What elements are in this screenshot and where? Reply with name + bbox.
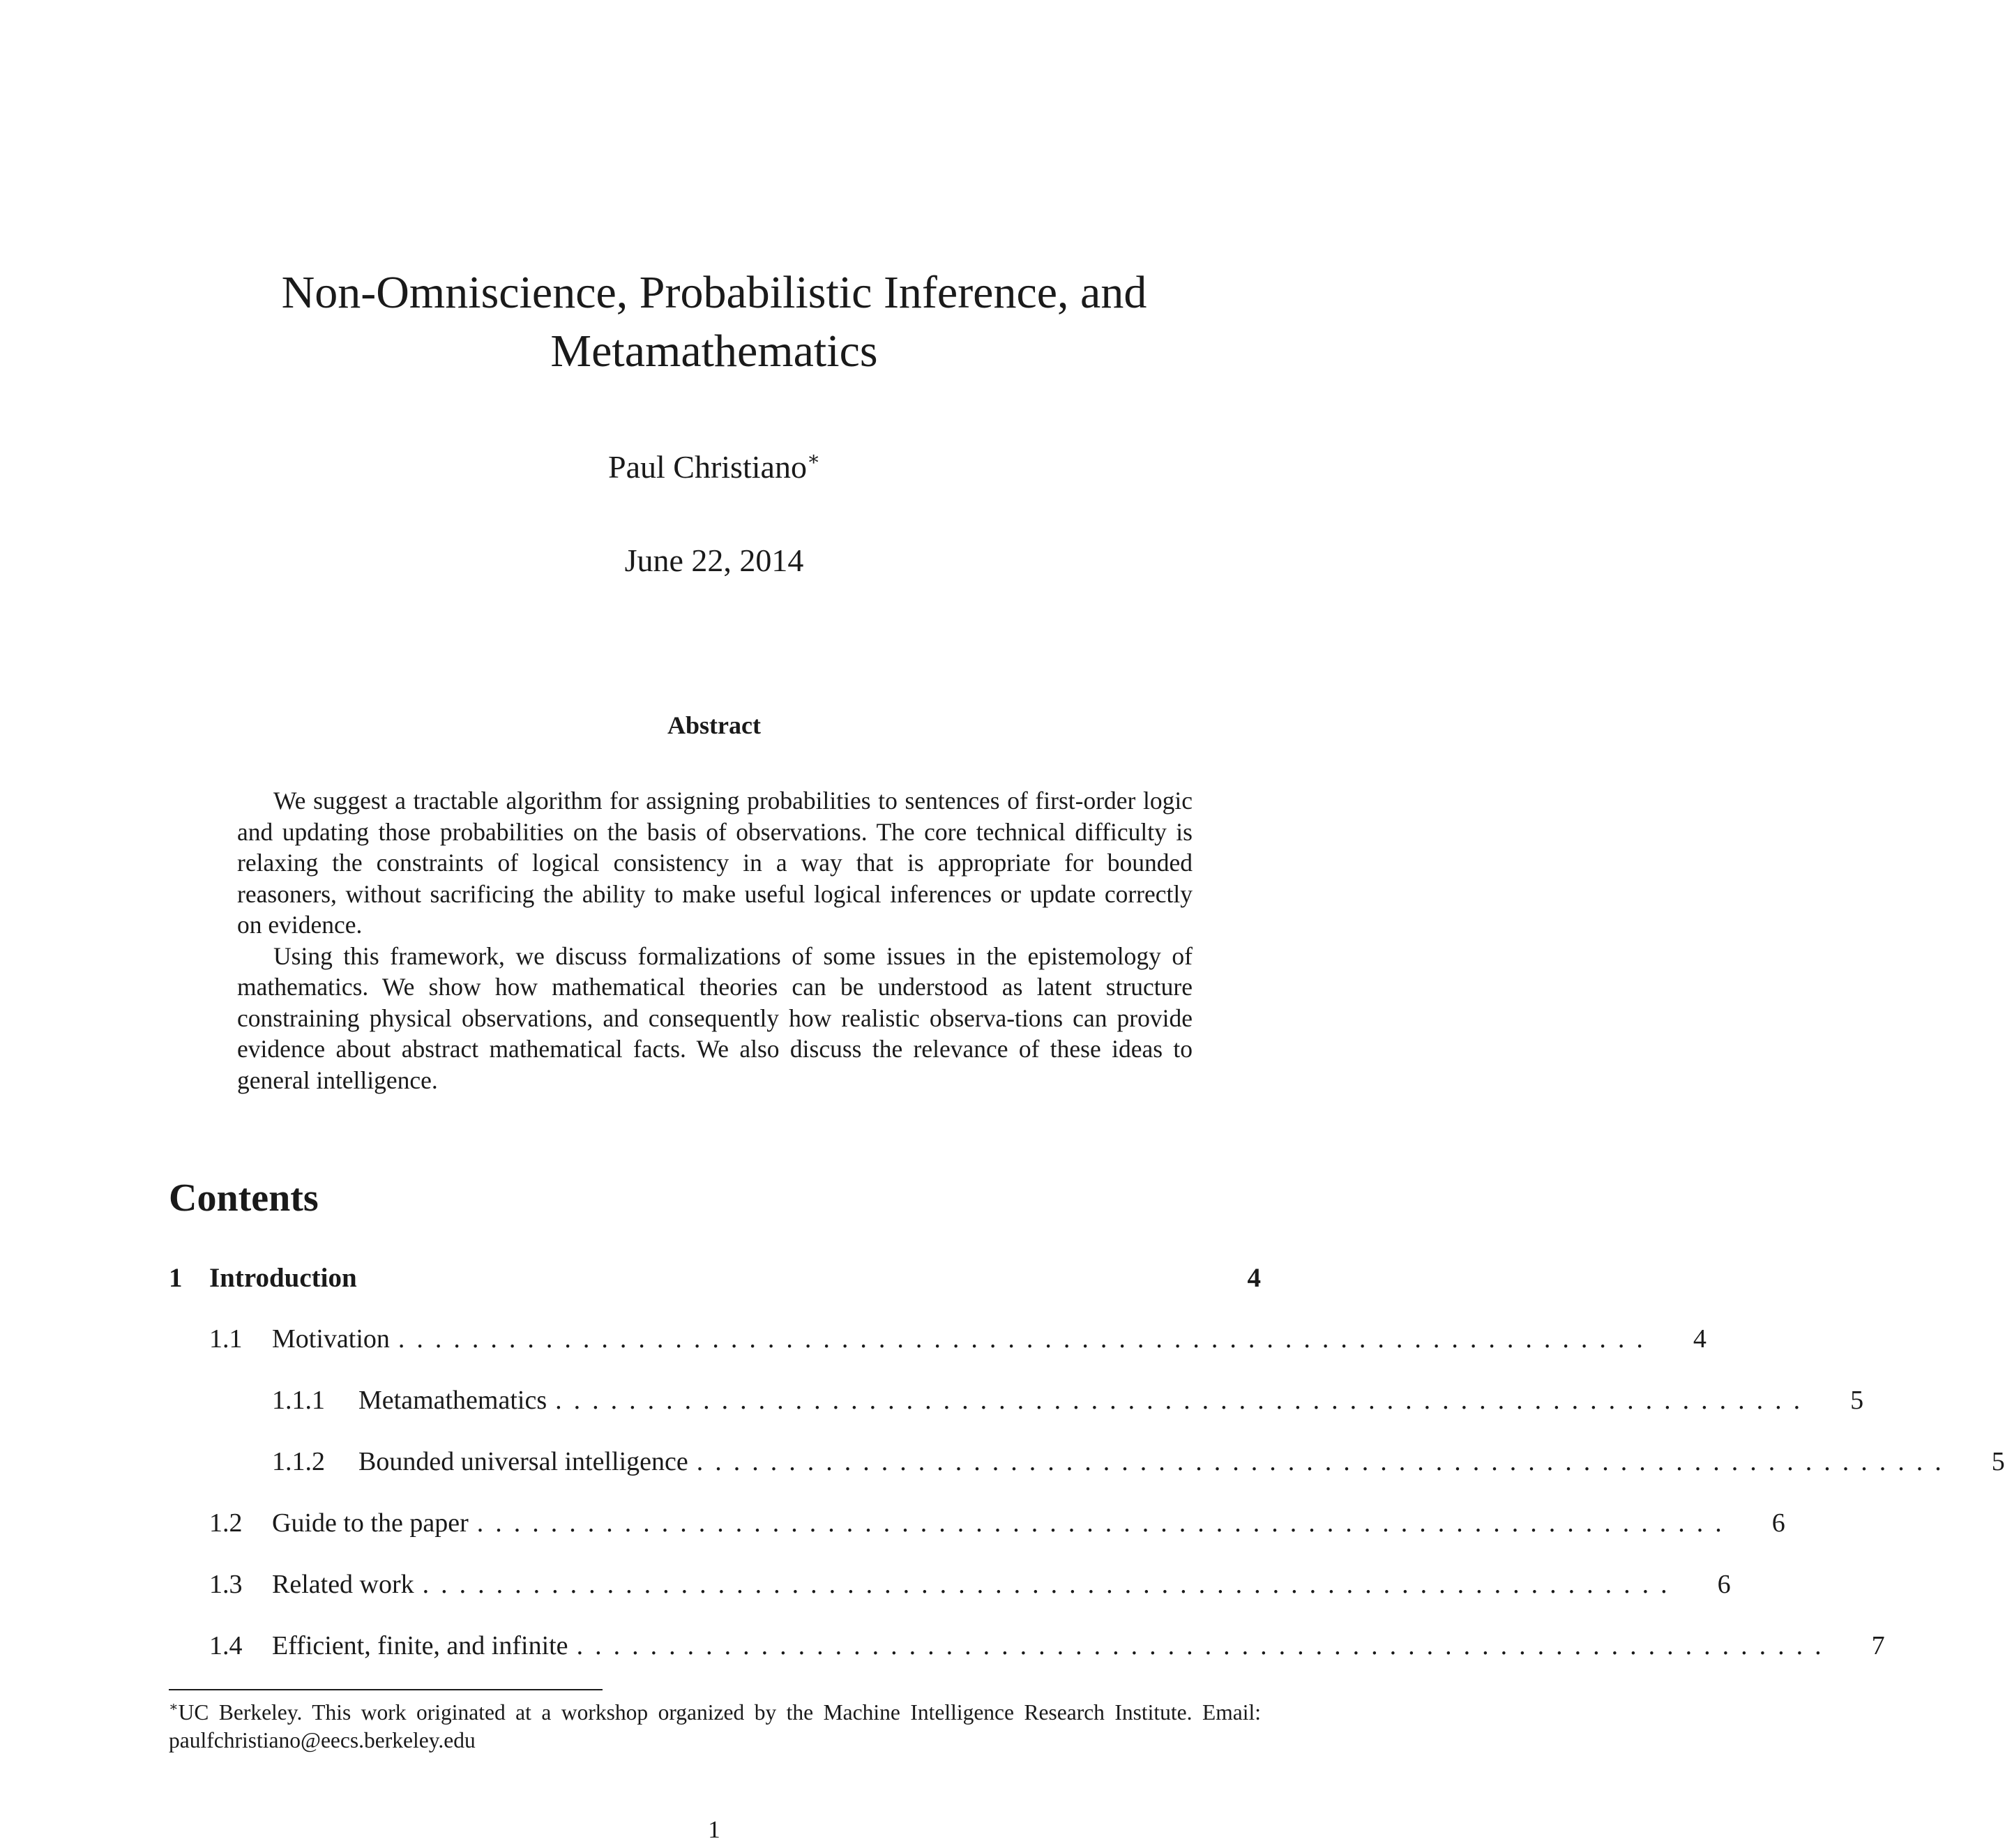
toc-entry-bounded-universal-intelligence[interactable] bbox=[169, 1446, 2005, 1481]
toc-entry-page: 5 bbox=[1991, 1447, 2005, 1476]
contents-heading: Contents bbox=[169, 1176, 319, 1220]
toc-dot-leader: .................................................................... bbox=[476, 1508, 1734, 1538]
footnote-text: UC Berkeley. This work originated at a workshop organized by the Machine Intelligence Research Institute. Email: paulfchristiano@eecs.berkeley.edu bbox=[169, 1700, 1261, 1752]
toc-entry-efficient-finite-infinite[interactable] bbox=[169, 1630, 1885, 1665]
abstract-paragraph-2: Using this framework, we discuss formalizations of some issues in the epistemology of mathematics. We show how mathematical theories can be understood as latent structure constraining physical observations, and consequently how realistic observa-tions can provide evidence about abstract mathematical facts. We also discuss the relevance of these ideas to general intelligence. bbox=[237, 941, 1193, 1094]
toc-entry-related-work[interactable] bbox=[169, 1569, 1731, 1604]
toc-section-title: Introduction bbox=[209, 1263, 357, 1293]
author-name: Paul Christiano bbox=[608, 449, 807, 485]
toc-entry-number: 1.1 bbox=[209, 1324, 243, 1354]
toc-entry-title: Related work bbox=[272, 1570, 414, 1599]
toc-entry-number: 1.1.2 bbox=[272, 1447, 325, 1476]
toc-section-page: 4 bbox=[1247, 1263, 1261, 1293]
toc-entry-page: 4 bbox=[1693, 1324, 1707, 1354]
author-footnote-mark: ∗ bbox=[806, 448, 820, 470]
toc-entry-page: 7 bbox=[1871, 1631, 1885, 1660]
toc-entry-metamathematics[interactable] bbox=[169, 1385, 1864, 1420]
toc-section-number: 1 bbox=[169, 1263, 183, 1293]
toc-entry-title: Guide to the paper bbox=[272, 1508, 469, 1538]
toc-entry-title: Efficient, finite, and infinite bbox=[272, 1631, 568, 1660]
toc-entry-number: 1.3 bbox=[209, 1570, 243, 1599]
title-line-1: Non-Omniscience, Probabilistic Inference, and bbox=[281, 267, 1147, 318]
footnote bbox=[169, 1699, 1261, 1755]
toc-entry-page: 5 bbox=[1850, 1386, 1864, 1415]
publication-date: June 22, 2014 bbox=[624, 543, 804, 578]
toc-entry-page: 6 bbox=[1717, 1570, 1731, 1599]
toc-entry-page: 6 bbox=[1771, 1508, 1785, 1538]
toc-dot-leader: .................................................................... bbox=[398, 1324, 1655, 1354]
toc-dot-leader: .................................................................... bbox=[696, 1447, 1953, 1476]
toc-dot-leader: .................................................................... bbox=[555, 1386, 1813, 1415]
page-number: 1 bbox=[708, 1816, 720, 1843]
footnote-rule bbox=[169, 1689, 603, 1690]
toc-entry-number: 1.1.1 bbox=[272, 1386, 325, 1415]
toc-entry-title: Metamathematics bbox=[358, 1386, 547, 1415]
toc-entry-title: Bounded universal intelligence bbox=[358, 1447, 688, 1476]
toc-section-introduction[interactable] bbox=[169, 1262, 1261, 1297]
paper-title bbox=[167, 264, 1261, 381]
toc-entry-motivation[interactable] bbox=[169, 1324, 1707, 1358]
toc-entry-title: Motivation bbox=[272, 1324, 390, 1354]
toc-dot-leader: .................................................................... bbox=[576, 1631, 1833, 1660]
abstract-heading: Abstract bbox=[667, 711, 761, 739]
toc-dot-leader: .................................................................... bbox=[422, 1570, 1679, 1599]
toc-entry-number: 1.2 bbox=[209, 1508, 243, 1538]
toc-entry-number: 1.4 bbox=[209, 1631, 243, 1660]
toc-entry-guide-to-the-paper[interactable] bbox=[169, 1508, 1785, 1543]
abstract-body bbox=[237, 785, 1193, 1096]
author bbox=[0, 448, 1428, 487]
title-line-2: Metamathematics bbox=[550, 326, 878, 377]
abstract-paragraph-1: We suggest a tractable algorithm for assigning probabilities to sentences of first-order logic and updating those probabilities on the basis of observations. The core technical difficulty is relaxing the constraints of logical consistency in a way that is appropriate for bounded reasoners, without sacrificing the ability to make useful logical inferences or update correctly on evidence. bbox=[237, 787, 1193, 939]
footnote-mark: ∗ bbox=[169, 1699, 179, 1715]
